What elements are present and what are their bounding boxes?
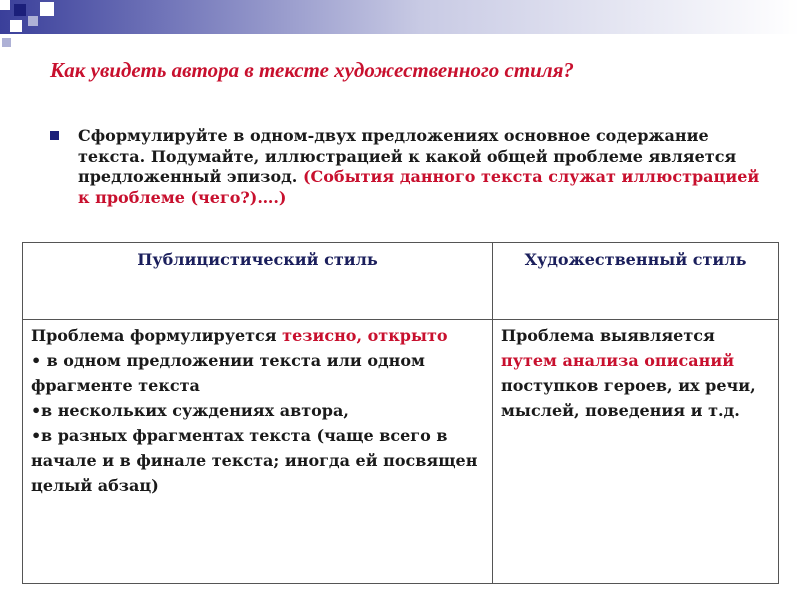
artistic-highlight: путем анализа описаний [501,351,735,370]
task-text [78,126,770,208]
table-row [23,320,779,584]
bullet-dot-icon: • [31,426,42,445]
artistic-rest: поступков героев, их речи, мыслей, поведения и т.д. [501,376,756,420]
task-hint: (События данного текста служат иллюстрацией к проблеме (чего?)….) [78,167,760,207]
list-item: •в нескольких суждениях автора, [31,398,484,423]
comparison-table [22,242,779,584]
task-bullet [50,126,770,208]
slide-title: Как увидеть автора в тексте художественного стиля? [50,58,574,82]
table-header-row [23,243,779,320]
publicistic-lead: Проблема формулируется тезисно, открыто [31,326,448,345]
bullet-dot-icon: • [31,401,42,420]
artistic-lead: Проблема выявляется [501,326,715,345]
bullet-dot-icon: • [31,351,42,370]
list-item: • в одном предложении текста или одном фрагменте текста [31,348,484,398]
header-publicistic: Публицистический стиль [23,243,493,320]
square-bullet-icon [50,131,59,140]
cell-publicistic [23,320,493,584]
publicistic-highlight: тезисно, открыто [282,326,448,345]
cell-artistic [493,320,779,584]
header-artistic: Художественный стиль [493,243,779,320]
top-gradient-band [0,0,800,34]
task-body: Сформулируйте в одном-двух предложениях основное содержание текста. Подумайте, иллюстрацией к какой общей проблеме является предложенный эпизод. [78,126,737,186]
list-item: •в разных фрагментах текста (чаще всего в начале и в финале текста; иногда ей посвящен целый абзац) [31,423,484,498]
